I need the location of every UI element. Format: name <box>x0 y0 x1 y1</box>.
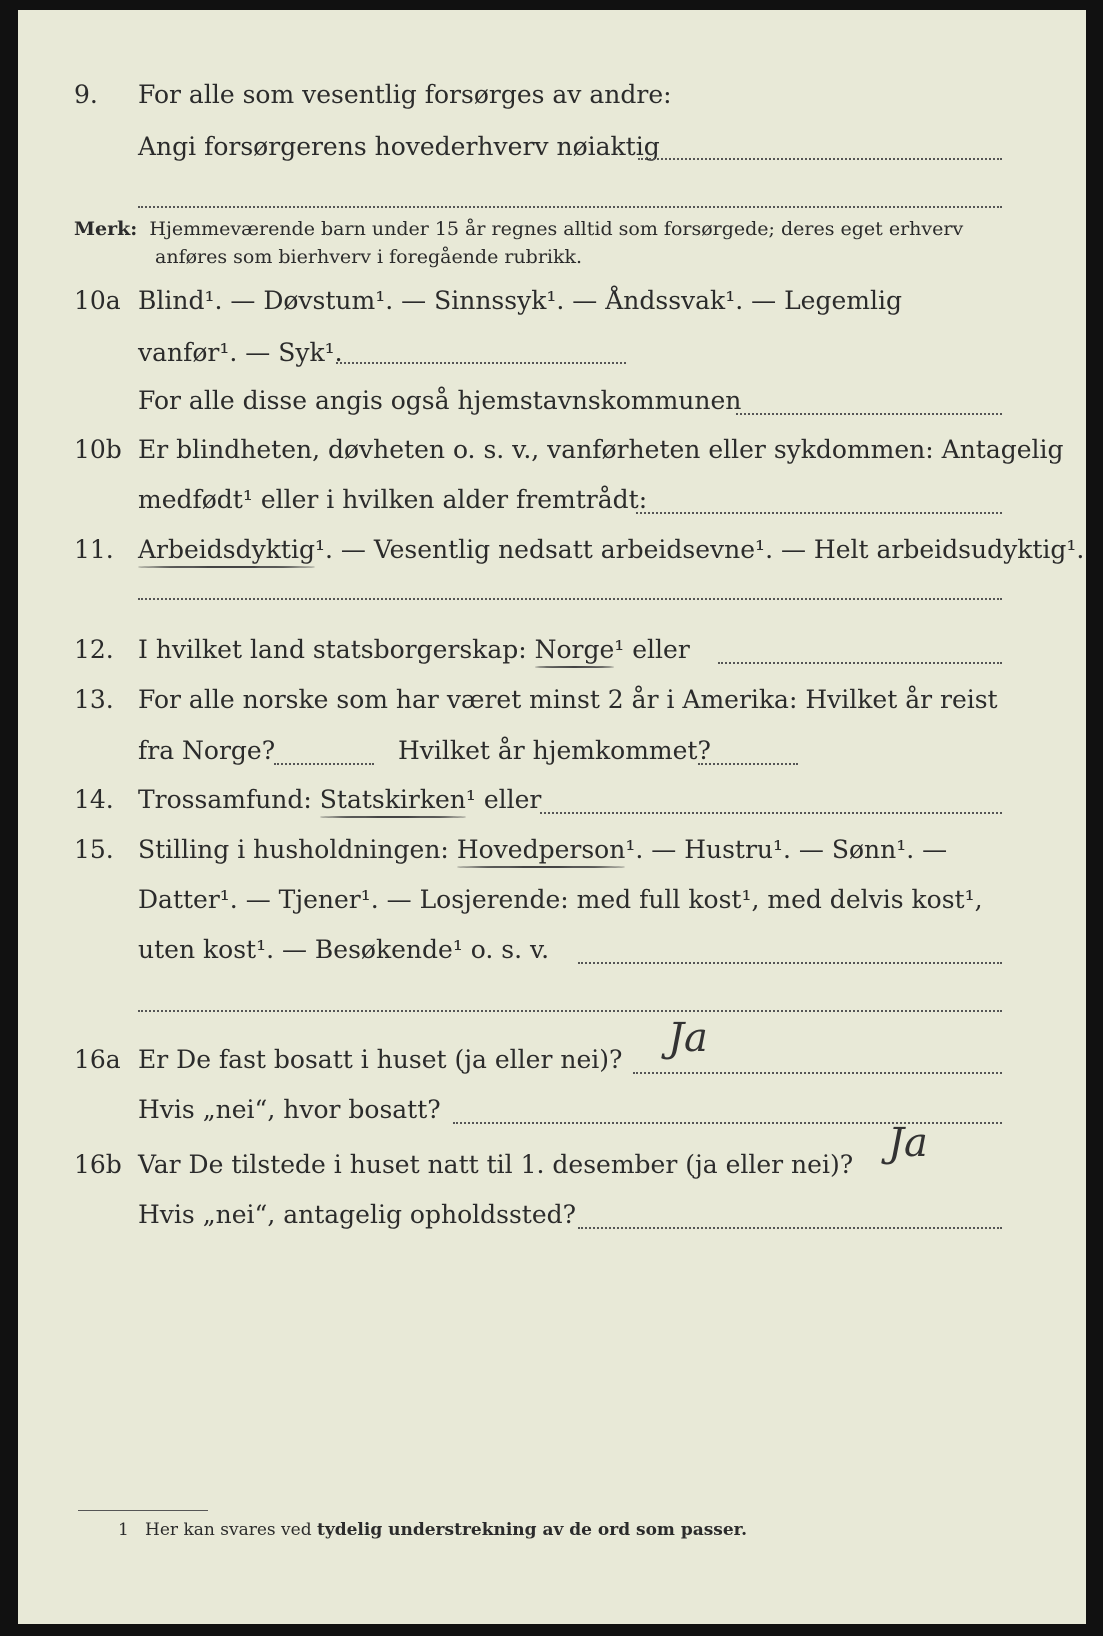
question-text: Hvis „nei“, hvor bosatt? <box>138 1095 441 1124</box>
question-text: For alle disse angis også hjemstavnskommunen <box>138 386 742 415</box>
question-number: 16b <box>74 1150 122 1179</box>
question-number: 12. <box>74 635 114 664</box>
question-text: Var De tilstede i huset natt til 1. desember (ja eller nei)? <box>138 1150 854 1179</box>
underlined-answer[interactable]: Norge <box>534 635 615 664</box>
answer-field-10a-syk[interactable] <box>336 362 626 364</box>
note-label: Merk: <box>74 218 138 240</box>
note-text-2: anføres som bierhverv i foregående rubrikk. <box>155 246 583 268</box>
question-number: 16a <box>74 1045 121 1074</box>
census-form-page <box>18 10 1086 1624</box>
question-text <box>138 635 690 665</box>
answer-field-11[interactable] <box>138 598 1002 600</box>
note-block <box>74 215 1034 243</box>
footnote-bold: tydelig understrekning av de ord som passer. <box>316 1520 747 1540</box>
question-text: Datter¹. — Tjener¹. — Losjerende: med full kost¹, med delvis kost¹, <box>138 885 983 914</box>
question-text-after: ¹ eller <box>614 635 690 664</box>
underlined-answer[interactable]: Statskirken <box>319 785 466 814</box>
answer-field-16a[interactable] <box>633 1072 1002 1074</box>
question-text-after: ¹. — Hustru¹. — Sønn¹. — <box>625 835 948 864</box>
answer-field-10a-kommune[interactable] <box>736 413 1002 415</box>
answer-field-12[interactable] <box>718 662 1002 664</box>
question-text: vanfør¹. — Syk¹. <box>138 338 343 367</box>
question-text: Er De fast bosatt i huset (ja eller nei)? <box>138 1045 623 1074</box>
footnote <box>118 1520 747 1540</box>
answer-field-10b[interactable] <box>636 512 1002 514</box>
question-text: Hvis „nei“, antagelig opholdssted? <box>138 1200 577 1229</box>
question-text: Angi forsørgerens hovederhverv nøiaktig <box>138 132 660 161</box>
question-text: uten kost¹. — Besøkende¹ o. s. v. <box>138 935 550 964</box>
answer-field-9[interactable] <box>638 158 1002 160</box>
question-number: 13. <box>74 685 114 714</box>
question-text: Er blindheten, døvheten o. s. v., vanførheten eller sykdommen: Antagelig <box>138 435 1064 464</box>
question-text: fra Norge? <box>138 736 276 765</box>
footnote-rule <box>78 1510 208 1511</box>
footnote-mark: 1 <box>118 1520 129 1540</box>
question-text <box>138 785 541 815</box>
underlined-answer[interactable]: Arbeidsdyktig <box>138 535 315 564</box>
handwritten-answer-16a: Ja <box>668 1015 708 1061</box>
answer-field-14[interactable] <box>540 812 1002 814</box>
question-number: 10a <box>74 286 121 315</box>
note-text-1: Hjemmeværende barn under 15 år regnes alltid som forsørgede; deres eget erhverv <box>149 218 964 240</box>
question-number: 11. <box>74 535 114 564</box>
question-text-rest: ¹. — Vesentlig nedsatt arbeidsevne¹. — Helt arbeidsudyktig¹. <box>314 535 1085 564</box>
question-text: Hvilket år hjemkommet? <box>398 736 711 765</box>
question-text-before: I hvilket land statsborgerskap: <box>138 635 527 664</box>
answer-field-15-extra[interactable] <box>138 1010 1002 1012</box>
question-number: 9. <box>74 80 98 109</box>
answer-field-13-reist[interactable] <box>274 763 374 765</box>
question-text-before: Trossamfund: <box>138 785 312 814</box>
underlined-answer[interactable]: Hovedperson <box>456 835 626 864</box>
question-text-before: Stilling i husholdningen: <box>138 835 449 864</box>
answer-field-9-extra[interactable] <box>138 206 1002 208</box>
footnote-text: Her kan svares ved <box>145 1520 312 1540</box>
question-text <box>138 835 947 865</box>
question-text: Blind¹. — Døvstum¹. — Sinnssyk¹. — Åndssvak¹. — Legemlig <box>138 286 902 315</box>
note-block-2 <box>155 243 1103 271</box>
answer-field-15[interactable] <box>578 962 1002 964</box>
answer-field-16b[interactable] <box>578 1227 1002 1229</box>
question-text: For alle norske som har været minst 2 år i Amerika: Hvilket år reist <box>138 685 998 714</box>
answer-field-13-hjemkommet[interactable] <box>698 763 798 765</box>
question-text <box>138 535 1084 565</box>
question-text-after: ¹ eller <box>465 785 542 814</box>
question-number: 15. <box>74 835 114 864</box>
question-number: 14. <box>74 785 114 814</box>
question-text: For alle som vesentlig forsørges av andre: <box>138 80 672 109</box>
question-text: medfødt¹ eller i hvilken alder fremtrådt: <box>138 485 648 514</box>
handwritten-answer-16b: Ja <box>888 1120 928 1166</box>
question-number: 10b <box>74 435 122 464</box>
